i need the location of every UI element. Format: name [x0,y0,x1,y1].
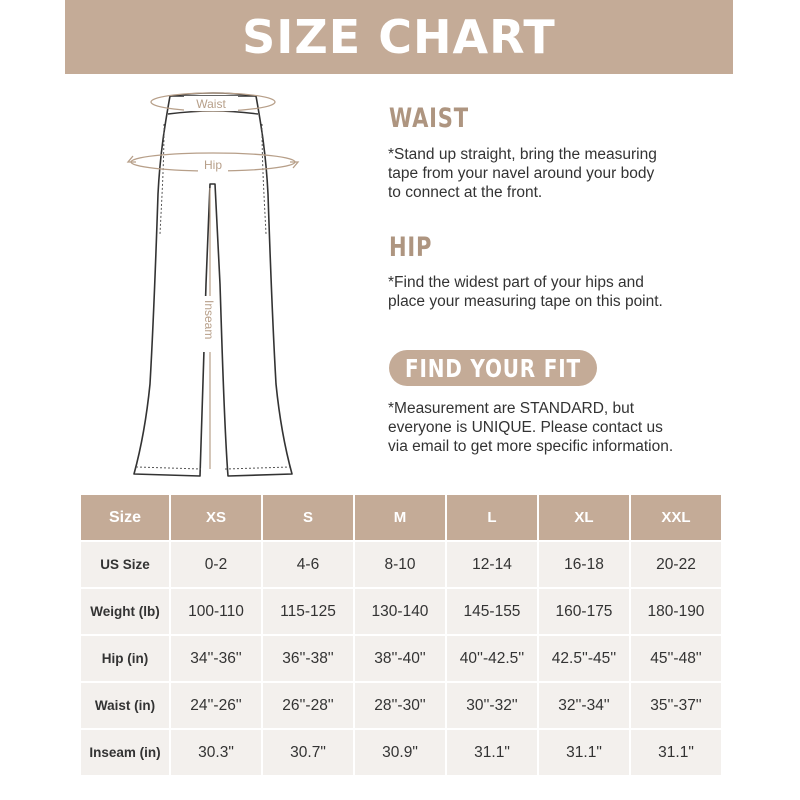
table-cell: 32''-34'' [539,683,629,728]
pants-illustration [120,84,320,484]
table-cell: 38''-40'' [355,636,445,681]
table-header-cell: XXL [631,495,721,540]
table-cell: 20-22 [631,542,721,587]
table-header-cell: M [355,495,445,540]
table-cell: 26''-28'' [263,683,353,728]
table-cell: 28''-30'' [355,683,445,728]
pants-svg [120,84,320,484]
table-cell: 8-10 [355,542,445,587]
table-header-cell: XL [539,495,629,540]
hip-label: Hip [203,158,223,172]
table-header-cell: Size [81,495,169,540]
title-banner [65,0,733,74]
table-cell: 42.5''-45'' [539,636,629,681]
table-cell: 24''-26'' [171,683,261,728]
waist-section-text: *Stand up straight, bring the measuring tape from your navel around your body to connect at the front. [388,146,657,201]
find-your-fit-badge [389,350,597,386]
table-cell: 16-18 [539,542,629,587]
table-cell: 30.7" [263,730,353,775]
hip-section-title: HIP [389,232,433,263]
row-label: Inseam (in) [81,730,169,775]
table-header-cell: XS [171,495,261,540]
table-cell: 35''-37'' [631,683,721,728]
row-label: Weight (lb) [81,589,169,634]
table-cell: 4-6 [263,542,353,587]
table-cell: 145-155 [447,589,537,634]
table-cell: 115-125 [263,589,353,634]
table-cell: 31.1" [631,730,721,775]
table-cell: 30.9" [355,730,445,775]
table-cell: 130-140 [355,589,445,634]
table-cell: 36''-38'' [263,636,353,681]
waist-label: Waist [196,97,226,111]
table-row [81,636,721,681]
row-label: Hip (in) [81,636,169,681]
table-cell: 45''-48'' [631,636,721,681]
table-row [81,542,721,587]
table-row [81,683,721,728]
table-cell: 40''-42.5'' [447,636,537,681]
table-cell: 31.1" [539,730,629,775]
size-table [79,493,723,777]
table-header-cell: S [263,495,353,540]
page-title: SIZE CHART [242,10,556,64]
table-header-cell: L [447,495,537,540]
table-cell: 160-175 [539,589,629,634]
table-cell: 31.1" [447,730,537,775]
table-row [81,730,721,775]
table-row [81,589,721,634]
row-label: US Size [81,542,169,587]
fit-note-text: *Measurement are STANDARD, but everyone is UNIQUE. Please contact us via email to get more specific information. [388,400,674,455]
table-cell: 34''-36'' [171,636,261,681]
find-your-fit-label: FIND YOUR FIT [405,353,581,383]
table-cell: 30''-32'' [447,683,537,728]
table-cell: 12-14 [447,542,537,587]
waist-section-title: WAIST [389,103,469,134]
hip-section-text: *Find the widest part of your hips and place your measuring tape on this point. [388,274,663,310]
row-label: Waist (in) [81,683,169,728]
inseam-label: Inseam [202,300,216,340]
table-cell: 100-110 [171,589,261,634]
table-cell: 0-2 [171,542,261,587]
table-header-row [81,495,721,540]
table-cell: 30.3" [171,730,261,775]
table-cell: 180-190 [631,589,721,634]
